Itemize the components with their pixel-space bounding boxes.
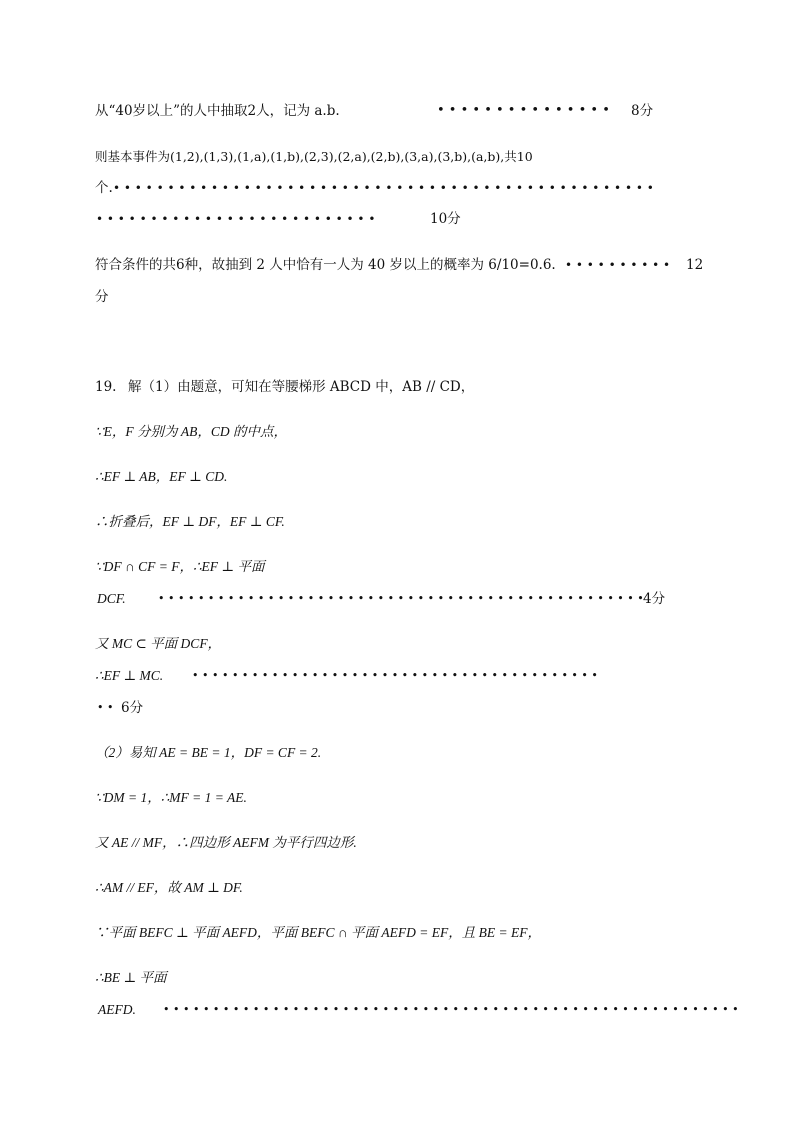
score-dots: • • • • • • • • • • • • • • • • • • • • • • • • • •	[96, 212, 376, 226]
line-text: 又 AE // MF，∴四边形 AEFM 为平行四边形.	[95, 835, 357, 850]
line-text: ∵平面 BEFC ⊥ 平面 AEFD，平面 BEFC ∩ 平面 AEFD = EF，且 BE = EF，	[95, 925, 541, 940]
line-text: ∵DF ∩ CF = F，∴EF ⊥ 平面	[95, 559, 265, 574]
score-label: 8分	[631, 103, 654, 119]
line-text: ∵E，F 分别为 AB，CD 的中点，	[95, 424, 287, 439]
score-dots: • • • • • • • • • • • • • • •	[437, 103, 610, 118]
score-dots: • •	[97, 701, 114, 714]
score-label: 12	[686, 257, 704, 273]
line-text: （2）易知 AE = BE = 1，DF = CF = 2.	[95, 745, 322, 760]
line-text: 解（1）由题意，可知在等腰梯形 ABCD 中，AB // CD，	[128, 379, 475, 395]
line-text: ∵DM = 1，∴MF = 1 = AE.	[95, 790, 247, 805]
line-text: ∴AM // EF，故 AM ⊥ DF.	[95, 880, 243, 895]
score-dots: • • • • • • • • • • • • • • • • • • • • • • • • • • • • • • • • • • • • • • • • • • • • • • • • • •	[113, 181, 654, 195]
line-text: 又 MC ⊂ 平面 DCF，	[95, 636, 222, 651]
line-text: 分	[95, 289, 109, 305]
score-dots: • • • • • • • • • • • • • • • • • • • • • • • • • • • • • • • • • • • • • • • • •	[192, 669, 598, 682]
line-text: ∴BE ⊥ 平面	[95, 970, 167, 985]
line-text: 个.	[95, 180, 113, 196]
line-text: 符合条件的共6种，故抽到 2 人中恰有一人为 40 岁以上的概率为 6/10=0.6.	[95, 257, 556, 273]
score-label: 4分	[643, 591, 666, 607]
score-label: 6分	[121, 700, 144, 716]
score-dots: • • • • • • • • • • • • • • • • • • • • • • • • • • • • • • • • • • • • • • • • • • • • • • • • • • • • • • • • • •	[163, 1003, 739, 1016]
line-text: ∴EF ⊥ AB，EF ⊥ CD.	[95, 469, 228, 484]
line-text: 从“40岁以上”的人中抽取2人，记为 a.b.	[95, 103, 340, 119]
line-text: ∴折叠后，EF ⊥ DF，EF ⊥ CF.	[95, 514, 285, 529]
score-label: 10分	[430, 211, 461, 227]
line-text: 则基本事件为(1,2),(1,3),(1,a),(1,b),(2,3),(2,a),(2,b),(3,a),(3,b),(a,b),共10	[95, 149, 533, 164]
question-number: 19.	[95, 379, 117, 395]
score-dots: • • • • • • • • • • • • • • • • • • • • • • • • • • • • • • • • • • • • • • • • • • • • • • • • •	[158, 592, 644, 605]
line-text: ∴EF ⊥ MC.	[95, 668, 164, 683]
score-dots: • • • • • • • • • •	[565, 258, 671, 272]
line-text: AEFD.	[98, 1002, 136, 1017]
line-text: DCF.	[97, 591, 126, 606]
